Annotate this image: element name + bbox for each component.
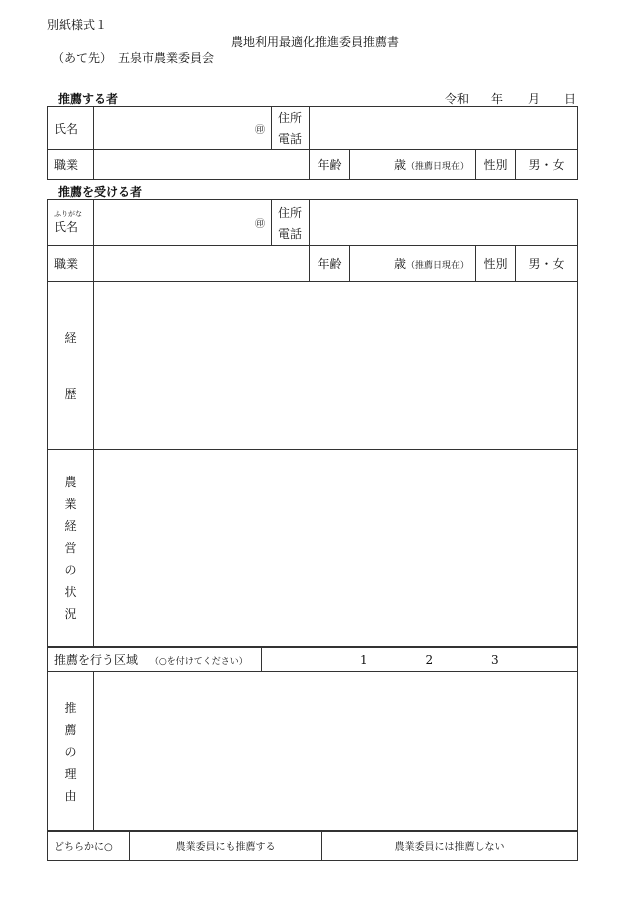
district-options — [262, 648, 578, 672]
nominee-job-field[interactable] — [94, 246, 310, 282]
addressee: （あて先） 五泉市農業委員会 — [52, 51, 215, 65]
district-option-1[interactable]: 1 — [360, 652, 368, 667]
choice-option-no[interactable]: 農業委員には推薦しない — [322, 831, 578, 861]
date-era: 令和 — [445, 92, 470, 106]
reason-label: 推 薦 の 理 由 — [48, 672, 94, 832]
choice-label: どちらかに○ — [48, 831, 130, 861]
recommender-table — [47, 106, 578, 180]
recommender-job-label: 職業 — [48, 150, 94, 180]
recommender-address-field[interactable] — [310, 107, 578, 150]
nominee-sex-field[interactable]: 男・女 — [516, 246, 578, 282]
nominee-section-title: 推薦を受ける者 — [58, 185, 143, 199]
district-option-3[interactable]: 3 — [490, 652, 499, 667]
reason-field[interactable] — [94, 672, 578, 832]
recommender-age-label: 年齢 — [310, 150, 350, 180]
recommender-job-field[interactable] — [94, 150, 310, 180]
recommender-name-label: 氏名 — [48, 107, 94, 150]
nominee-name-field[interactable] — [94, 200, 272, 246]
recommender-age-field[interactable]: 歳（推薦日現在） — [350, 150, 476, 180]
recommender-sex-field[interactable]: 男・女 — [516, 150, 578, 180]
seal-mark: ㊞ — [255, 219, 265, 230]
nominee-address-phone-label: 住所 電話 — [272, 200, 310, 246]
farming-status-label: 農 業 経 営 の 状 況 — [48, 450, 94, 647]
farming-status-field[interactable] — [94, 450, 578, 647]
date-day: 日 — [564, 92, 577, 106]
career-field[interactable] — [94, 282, 578, 450]
recommender-address-phone-label: 住所 電話 — [272, 107, 310, 150]
nominee-age-label: 年齢 — [310, 246, 350, 282]
choice-option-yes[interactable]: 農業委員にも推薦する — [130, 831, 322, 861]
furigana-label: ふりがな — [54, 210, 82, 218]
nominee-table — [47, 199, 578, 647]
recommender-sex-label: 性別 — [476, 150, 516, 180]
nominee-address-field[interactable] — [310, 200, 578, 246]
date-month: 月 — [528, 92, 541, 106]
form-id: 別紙様式１ — [47, 18, 108, 32]
district-table — [47, 647, 578, 672]
recommender-name-field[interactable] — [94, 107, 272, 150]
nominee-sex-label: 性別 — [476, 246, 516, 282]
seal-mark: ㊞ — [255, 124, 265, 136]
reason-table — [47, 671, 578, 832]
nominee-job-label: 職業 — [48, 246, 94, 282]
choice-table — [47, 830, 578, 861]
career-label: 経 歴 — [48, 282, 94, 450]
recommender-section-title: 推薦する者 — [58, 92, 119, 106]
district-label: 推薦を行う区域 （○を付けてください） — [48, 648, 262, 672]
document-title: 農地利用最適化推進委員推薦書 — [230, 35, 399, 49]
nominee-age-field[interactable]: 歳（推薦日現在） — [350, 246, 476, 282]
nominee-name-label: ふりがな 氏名 — [48, 200, 94, 246]
date-year: 年 — [491, 92, 504, 106]
district-option-2[interactable]: 2 — [425, 652, 434, 667]
